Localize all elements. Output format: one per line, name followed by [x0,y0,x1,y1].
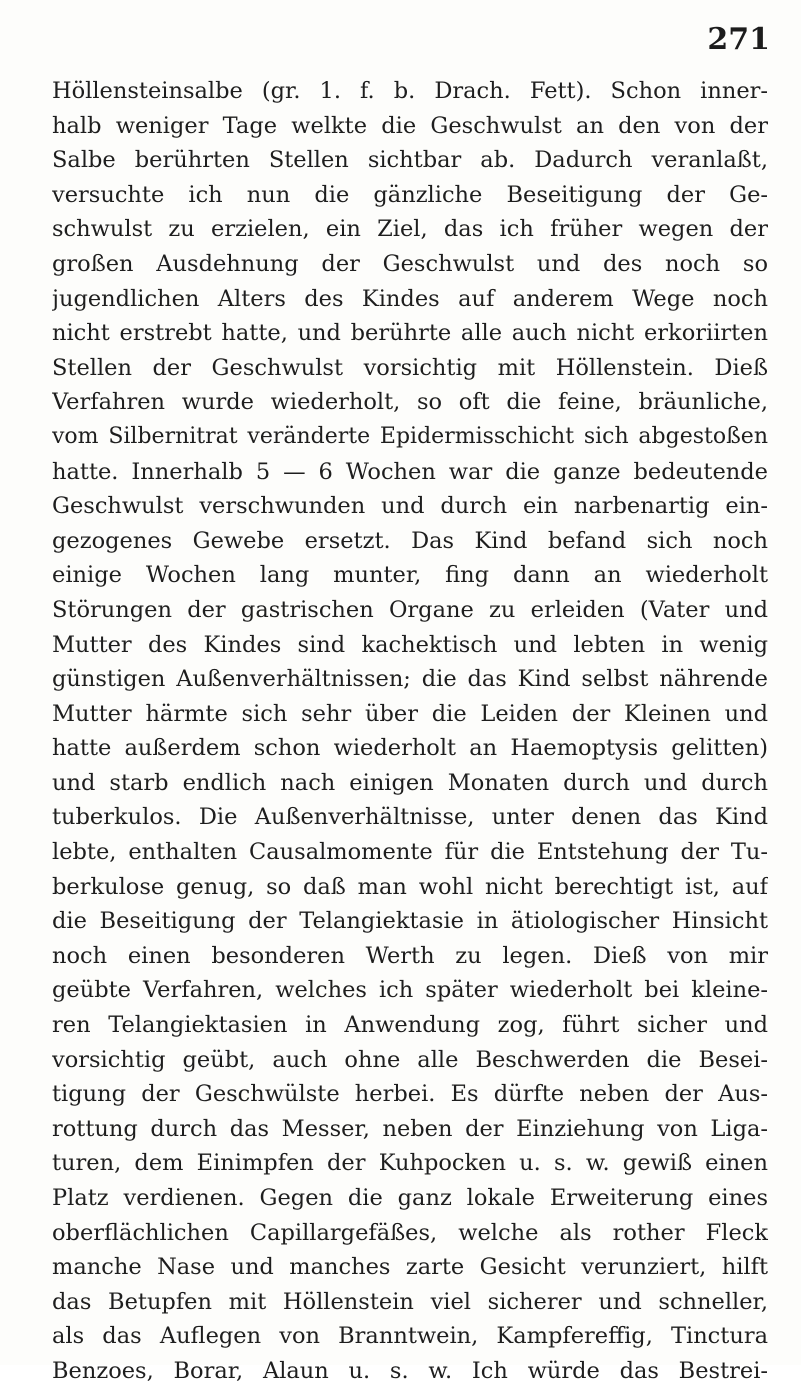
text-line: Störungen der gastrischen Organe zu erleiden (Vater und [52,596,768,623]
text-line: und starb endlich nach einigen Monaten durch und durch [52,769,768,796]
text-line: schwulst zu erzielen, ein Ziel, das ich früher wegen der [52,216,768,243]
text-line: tigung der Geschwülste herbei. Es dürfte neben der Aus- [52,1081,768,1108]
text-line: die Beseitigung der Telangiektasie in ätiologischer Hinsicht [52,908,768,935]
text-line: Höllensteinsalbe (gr. 1. f. b. Drach. Fett). Schon inner- [52,78,768,104]
text-line: gezogenes Gewebe ersetzt. Das Kind befand sich noch [52,527,768,554]
text-line: ren Telangiektasien in Anwendung zog, führt sicher und [52,1012,768,1039]
text-line: noch einen besonderen Werth zu legen. Dieß von mir [52,942,768,969]
text-line: Salbe berührten Stellen sichtbar ab. Dadurch veranlaßt, [52,147,768,174]
text-line: versuchte ich nun die gänzliche Beseitigung der Ge- [52,181,768,208]
text-line: Verfahren wurde wiederholt, so oft die feine, bräunliche, [52,389,768,416]
text-line: vom Silbernitrat veränderte Epidermisschicht sich abgestoßen [52,423,768,449]
text-line: turen, dem Einimpfen der Kuhpocken u. s. w. gewiß einen [52,1150,768,1177]
text-line: großen Ausdehnung der Geschwulst und des noch so [52,250,768,277]
text-line: lebte, enthalten Causalmomente für die Entstehung der Tu- [52,839,768,866]
text-line: tuberkulos. Die Außenverhältnisse, unter denen das Kind [52,804,768,831]
body-text [52,74,768,1389]
text-line: als das Auflegen von Branntwein, Kampfereffig, Tinctura [52,1323,768,1350]
text-line: einige Wochen lang munter, fing dann an wiederholt [52,562,768,589]
text-line: rottung durch das Messer, neben der Einziehung von Liga- [52,1115,768,1142]
text-line: Geschwulst verschwunden und durch ein narbenartig ein- [52,493,768,520]
text-line: jugendlichen Alters des Kindes auf anderem Wege noch [52,285,768,312]
text-line: Mutter des Kindes sind kachektisch und lebten in wenig [52,631,768,658]
page-number: 271 [707,22,770,57]
text-line: Stellen der Geschwulst vorsichtig mit Höllenstein. Dieß [52,354,768,381]
text-line: manche Nase und manches zarte Gesicht verunziert, hilft [52,1254,768,1281]
text-line: das Betupfen mit Höllenstein viel sicherer und schneller, [52,1288,768,1315]
text-line: halb weniger Tage welkte die Geschwulst an den von der [52,112,768,139]
text-line: oberflächlichen Capillargefäßes, welche als rother Fleck [52,1219,768,1246]
text-line: Platz verdienen. Gegen die ganz lokale Erweiterung eines [52,1185,768,1211]
text-line: günstigen Außenverhältnissen; die das Kind selbst nährende [52,666,768,693]
text-line: geübte Verfahren, welches ich später wiederholt bei kleine- [52,977,768,1004]
text-line: Mutter härmte sich sehr über die Leiden der Kleinen und [52,700,768,727]
text-line: hatte. Innerhalb 5 — 6 Wochen war die ganze bedeutende [52,458,768,485]
text-line: Benzoes, Borar, Alaun u. s. w. Ich würde das Bestrei- [52,1357,768,1384]
text-line: hatte außerdem schon wiederholt an Haemoptysis gelitten) [52,735,768,762]
text-line: berkulose genug, so daß man wohl nicht berechtigt ist, auf [52,873,768,900]
text-line: vorsichtig geübt, auch ohne alle Beschwerden die Besei- [52,1046,768,1073]
text-line: nicht erstrebt hatte, und berührte alle auch nicht erkoriirten [52,320,768,347]
